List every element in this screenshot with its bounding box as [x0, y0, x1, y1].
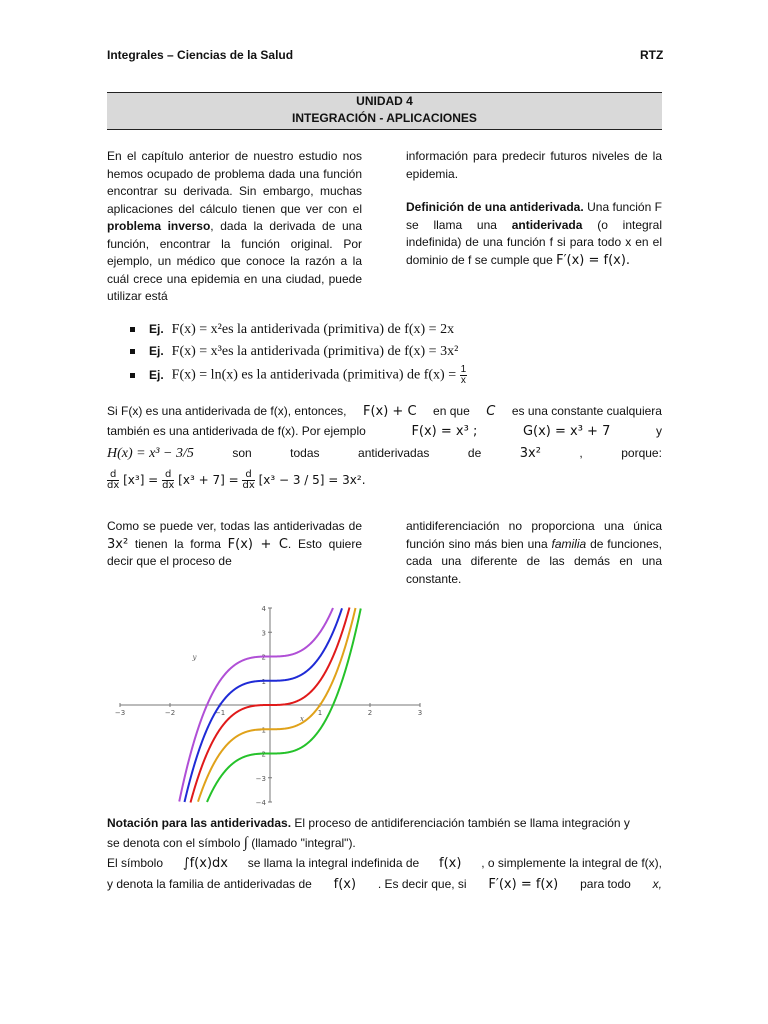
integral-expression: ∫f(x)dx [182, 856, 228, 871]
running-header-left: Integrales – Ciencias de la Salud [107, 48, 294, 62]
definition-equation: F′(x) = f(x). [556, 252, 631, 268]
y-tick-label: 2 [261, 653, 266, 662]
x-tick-label: −2 [164, 709, 176, 717]
x-tick-label: 2 [367, 709, 373, 717]
equation-part-b: [x³ + 7] = [178, 473, 239, 487]
constant-text-c: es una constante cualquiera [511, 404, 662, 418]
family-paragraph-left [107, 518, 362, 571]
family-word: familia [551, 536, 587, 551]
derivative-operator [107, 470, 119, 491]
notation-text-4c: para todo [580, 877, 631, 891]
notation-line-2 [107, 833, 662, 853]
example-row-3 [130, 365, 467, 386]
word-son: son [232, 446, 252, 460]
intro-paragraph-right [406, 148, 662, 269]
unit-number: UNIDAD 4 [356, 94, 413, 108]
dx-denominator: dx [162, 480, 175, 491]
example-fraction [460, 365, 468, 386]
example-H: H(x) = x³ − 3/5 [107, 446, 194, 461]
constant-text-a: Si F(x) es una antiderivada de f(x), entonces, [107, 404, 347, 418]
notation-text-3c: , o simplemente la integral de f(x), [481, 856, 662, 870]
example-label: Ej. [149, 367, 164, 382]
notation-fx-2: f(x) [333, 877, 357, 892]
notation-text-2b: (llamado "integral"). [247, 836, 356, 850]
notation-line-4 [107, 874, 662, 895]
intro-bold-term: problema inverso [107, 219, 211, 233]
definition-text-a: Una función F se llama una [406, 200, 663, 232]
notation-text-3b: se llama la integral indefinida de [247, 856, 420, 870]
x-tick-label: 3 [417, 709, 423, 717]
notation-text-4b: . Es decir que, si [377, 877, 467, 891]
notation-title: Notación para las antiderivadas. [107, 816, 292, 830]
word-de: de [467, 446, 482, 460]
notation-x: x, [652, 877, 662, 891]
x-tick-label: −1 [214, 709, 226, 717]
constant-line-1 [107, 404, 662, 424]
constant-text-d: también es una antiderivada de f(x). Por ejemplo [107, 424, 366, 438]
intro-text-b: , dada la derivada de una función, encontrar la función original. Por ejemplo, un médico que conoce la razón a la cuál crece una epidemia en una ciudad, puede utilizar está [107, 219, 362, 303]
d-numerator: d [107, 470, 119, 481]
notation-condition: F′(x) = f(x) [488, 877, 559, 892]
notation-section [107, 813, 662, 895]
derivative-operator [242, 470, 254, 491]
example-label: Ej. [149, 322, 164, 336]
word-porque: porque: [621, 446, 662, 460]
fx-plus-c: F(x) + C [362, 404, 417, 419]
family-text-b: tienen la forma [128, 536, 228, 551]
notation-text-2a: se denota con el símbolo [107, 836, 244, 850]
equation-part-c: [x³ − 3 / 5] = 3x². [258, 473, 366, 487]
definition-paragraph [406, 199, 662, 269]
intro-paragraph-left [107, 148, 362, 306]
x-tick-label: −3 [114, 709, 126, 717]
expr-3x2: 3x² [519, 446, 541, 461]
x-tick-label: 1 [317, 709, 323, 717]
intro-continuation: información para predecir futuros niveles de la epidemia. [406, 149, 662, 181]
equation-part-a: [x³] = [123, 473, 159, 487]
d-numerator: d [242, 470, 254, 481]
d-numerator: d [162, 470, 174, 481]
word-antiderivadas: antiderivadas [358, 446, 430, 460]
constant-paragraph [107, 404, 662, 491]
y-tick-label: −3 [255, 774, 266, 783]
example-F: F(x) = x³ ; [411, 424, 478, 439]
notation-text-4a: y denota la familia de antiderivadas de [107, 877, 312, 891]
family-paragraph-right [406, 518, 662, 588]
definition-title: Definición de una antiderivada. [406, 200, 584, 214]
intro-text-a: En el capítulo anterior de nuestro estudio nos hemos ocupado de problema dada una función encontrar su derivada. Sin embargo, muchas aplicaciones del cálculo tienen que ver con el [107, 149, 362, 216]
dx-denominator: dx [242, 480, 255, 491]
bullet-icon [130, 349, 135, 354]
notation-text-3a: El símbolo [107, 856, 164, 870]
running-header-right: RTZ [640, 48, 664, 62]
notation-line-1 [107, 813, 662, 833]
constant-text-b: en que [433, 404, 470, 418]
y-tick-label: −2 [255, 750, 266, 759]
notation-line-3 [107, 853, 662, 874]
y-axis-label: y [192, 653, 197, 662]
notation-text-1: El proceso de antidiferenciación también se llama integración y [291, 816, 630, 830]
unit-title-box [107, 92, 662, 130]
example-expression: F(x) = ln(x) es la antiderivada (primitiva) de f(x) = [171, 367, 460, 383]
derivative-equation [107, 470, 662, 491]
example-expression: F(x) = x³es la antiderivada (primitiva) de f(x) = 3x² [171, 344, 459, 359]
x-axis-label: x [300, 715, 304, 723]
example-row-2 [130, 344, 458, 360]
unit-title: INTEGRACIÓN - APLICACIONES [292, 111, 477, 125]
dx-denominator: dx [107, 480, 120, 491]
family-text-a: Como se puede ver, todas las antiderivadas de [107, 519, 362, 533]
example-expression: F(x) = x²es la antiderivada (primitiva) de f(x) = 2x [171, 322, 455, 337]
bullet-icon [130, 327, 135, 332]
family-text-e: de funciones, cada una diferente de las demás en una constante. [406, 536, 662, 586]
family-fxc: F(x) + C [227, 536, 288, 552]
example-G: G(x) = x³ + 7 [522, 424, 611, 439]
y-tick-label: 3 [261, 629, 266, 638]
y-tick-label: −1 [255, 726, 266, 735]
bullet-icon [130, 373, 135, 378]
fraction-denominator: x [460, 375, 466, 386]
integral-icon: ∫ [243, 835, 248, 851]
constant-line-3 [107, 446, 662, 468]
derivative-operator [162, 470, 174, 491]
family-text-d: antidiferenciación no proporciona una única función sino más bien una [406, 519, 662, 551]
y-tick-label: 4 [261, 605, 266, 613]
definition-text-b: (o integral indefinida) de una función f si para todo x en el dominio de f se cumple que [406, 217, 663, 267]
notation-fx: f(x) [439, 856, 462, 871]
constant-c: C [486, 404, 496, 419]
comma: , [579, 446, 583, 460]
word-todas: todas [290, 446, 320, 460]
family-text-c: . Esto quiere decir que el proceso de [107, 536, 362, 568]
y-tick-label: 1 [261, 677, 266, 686]
family-3x2: 3x² [107, 536, 129, 552]
example-row-1 [130, 322, 454, 338]
antiderivative-family-chart [110, 604, 430, 806]
conjunction-y: y [655, 424, 662, 438]
definition-term: antiderivada [511, 217, 583, 232]
fraction-numerator: 1 [460, 364, 467, 375]
y-tick-label: −4 [255, 799, 266, 806]
constant-line-2 [107, 424, 662, 446]
example-label: Ej. [149, 344, 164, 358]
